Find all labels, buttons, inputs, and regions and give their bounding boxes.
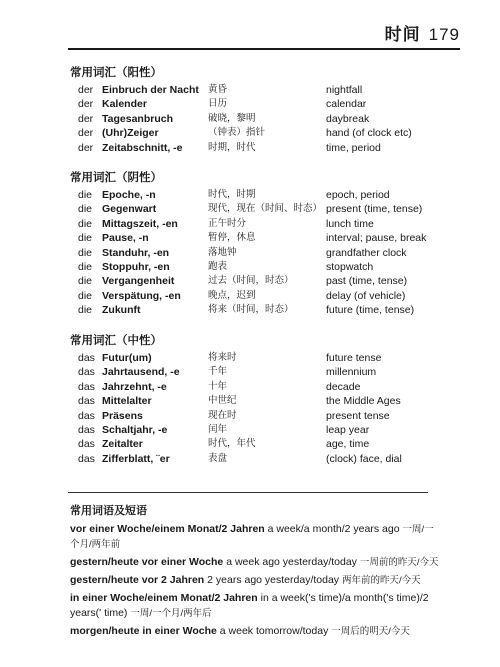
german-word: Jahrtausend, -e [102, 366, 180, 379]
article: die [78, 189, 93, 201]
phrase-item [70, 624, 440, 639]
article: der [78, 112, 94, 125]
german-word: Zeitabschnitt, -e [102, 141, 183, 154]
article: der [78, 141, 94, 154]
german-word: Vergangenheit [102, 275, 175, 288]
chinese-gloss: 晚点，迟到 [208, 289, 256, 301]
phrases-section [70, 500, 440, 642]
article: die [78, 232, 93, 245]
vocab-row [70, 274, 460, 288]
english-gloss: nightfall [326, 84, 363, 96]
article: der [78, 84, 94, 96]
english-gloss: future (time, tense) [326, 304, 415, 317]
article: das [78, 452, 95, 465]
phrases-title: 常用词语及短语 [70, 505, 147, 517]
phrase-item [70, 573, 440, 588]
vocab-row [70, 303, 460, 317]
german-word: Stoppuhr, -en [102, 260, 170, 273]
chinese-gloss: 现在时 [208, 409, 237, 421]
german-word: Präsens [102, 409, 143, 422]
phrase-chinese: 一周/一个月/两年后 [130, 608, 212, 619]
phrase-english: 2 years ago yesterday/today [207, 574, 340, 586]
english-gloss: epoch, period [326, 189, 390, 201]
english-gloss: lunch time [326, 217, 374, 230]
english-gloss: daybreak [326, 112, 370, 125]
english-gloss: stopwatch [326, 260, 374, 273]
german-word: Schaltjahr, -e [102, 423, 168, 436]
article: das [78, 380, 95, 393]
vocab-row [70, 380, 460, 394]
vocab-row [70, 188, 460, 202]
phrase-item [70, 591, 440, 621]
chinese-gloss: （钟表）指针 [208, 127, 266, 139]
chinese-gloss: 日历 [208, 98, 228, 110]
chinese-gloss: 正午时分 [208, 217, 247, 229]
vocab-row [70, 394, 460, 408]
article: die [78, 203, 93, 216]
vocab-list [70, 351, 460, 466]
article: das [78, 423, 95, 436]
vocab-row [70, 351, 460, 365]
phrase-english: a week/a month/2 years ago [267, 523, 400, 535]
article: das [78, 395, 95, 408]
phrase-chinese: 一周后的明天/今天 [331, 626, 410, 637]
chinese-gloss: 千年 [208, 366, 228, 378]
german-word: Zifferblatt, ¨er [102, 452, 170, 465]
vocab-row [70, 289, 460, 303]
phrase-english: a week tomorrow/today [219, 625, 329, 637]
article: die [78, 275, 93, 288]
english-gloss: calendar [326, 98, 367, 111]
chinese-gloss: 跑表 [208, 260, 228, 272]
german-word: Mittagszeit, -en [102, 217, 178, 230]
vocab-row [70, 231, 460, 245]
vocab-row [70, 365, 460, 379]
english-gloss: millennium [326, 366, 377, 379]
chinese-gloss: 现代，现在（时间、时态） [208, 203, 323, 215]
article: die [78, 217, 93, 230]
chinese-gloss: 时期，时代 [208, 141, 256, 153]
german-word: Gegenwart [102, 203, 157, 216]
article: die [78, 246, 93, 259]
section-title: 常用词汇（中性） [70, 335, 162, 347]
english-gloss: the Middle Ages [326, 395, 401, 408]
article: die [78, 260, 93, 273]
english-gloss: present tense [326, 409, 390, 422]
phrase-item [70, 522, 440, 552]
vocab-row [70, 83, 460, 97]
vocab-row [70, 260, 460, 274]
chinese-gloss: 破晓，黎明 [208, 112, 256, 124]
vocab-list [70, 83, 460, 155]
english-gloss: future tense [326, 352, 382, 364]
phrase-english: a week ago yesterday/today [226, 556, 357, 568]
page-number: 179 [428, 25, 460, 44]
english-gloss: grandfather clock [326, 246, 407, 259]
phrase-chinese: 一周/一个月/两年前 [70, 524, 434, 550]
german-word: Verspätung, -en [102, 289, 181, 302]
vocab-row [70, 97, 460, 111]
running-header [385, 20, 460, 45]
german-word: Mittelalter [102, 395, 152, 408]
german-word: Jahrzehnt, -e [102, 380, 167, 393]
vocab-row [70, 437, 460, 451]
article: die [78, 289, 93, 302]
english-gloss: interval; pause, break [326, 232, 427, 245]
vocab-row [70, 423, 460, 437]
phrase-german: gestern/heute vor einer Woche [70, 556, 224, 568]
section-title: 常用词汇（阴性） [70, 172, 162, 184]
chinese-gloss: 中世纪 [208, 395, 237, 407]
vocab-row [70, 141, 460, 155]
german-word: Futur(um) [102, 352, 152, 364]
phrase-german: vor einer Woche/einem Monat/2 Jahren [70, 523, 265, 535]
phrase-chinese: 一周前的昨天/今天 [359, 557, 439, 568]
article: der [78, 127, 94, 140]
vocab-section-neuter [70, 331, 460, 466]
section-divider [68, 492, 428, 493]
chinese-gloss: 十年 [208, 380, 228, 392]
article: die [78, 304, 93, 317]
english-gloss: (clock) face, dial [326, 452, 402, 465]
chinese-gloss: 时代，时期 [208, 189, 256, 200]
chinese-gloss: 将来（时间，时态） [208, 304, 294, 316]
article: das [78, 438, 95, 451]
vocab-row [70, 452, 460, 466]
chinese-gloss: 表盘 [208, 452, 228, 464]
english-gloss: age, time [326, 438, 370, 451]
chinese-gloss: 落地钟 [208, 246, 237, 258]
phrase-english: in a week('s time)/a month('s time)/2 years(' time) [70, 592, 429, 619]
english-gloss: present (time, tense) [326, 203, 423, 216]
vocab-section-masculine [70, 63, 460, 155]
german-word: Tagesanbruch [102, 112, 173, 125]
vocab-row [70, 126, 460, 140]
german-word: Zukunft [102, 304, 141, 317]
english-gloss: decade [326, 380, 361, 393]
english-gloss: past (time, tense) [326, 275, 408, 288]
phrase-item [70, 555, 440, 570]
german-word: (Uhr)Zeiger [102, 127, 159, 140]
english-gloss: hand (of clock etc) [326, 127, 412, 140]
phrase-german: gestern/heute vor 2 Jahren [70, 574, 205, 586]
section-name: 时间 [384, 25, 421, 44]
section-title: 常用词汇（阳性） [70, 67, 162, 79]
vocab-row [70, 217, 460, 231]
english-gloss: delay (of vehicle) [326, 289, 406, 302]
phrase-chinese: 两年前的昨天/今天 [341, 575, 421, 586]
german-word: Zeitalter [102, 438, 143, 451]
header-rule [68, 48, 460, 50]
vocab-row [70, 246, 460, 260]
german-word: Pause, -n [102, 232, 149, 245]
vocab-section-feminine [70, 168, 460, 318]
vocab-list [70, 188, 460, 318]
chinese-gloss: 闰年 [208, 423, 228, 435]
article: der [78, 98, 94, 111]
chinese-gloss: 黄昏 [208, 84, 228, 95]
vocab-row [70, 112, 460, 126]
article: das [78, 366, 95, 379]
article: das [78, 409, 95, 422]
chinese-gloss: 将来时 [208, 352, 237, 363]
german-word: Kalender [102, 98, 147, 111]
chinese-gloss: 过去（时间，时态） [208, 275, 294, 287]
phrase-german: morgen/heute in einer Woche [70, 625, 217, 637]
english-gloss: time, period [326, 141, 381, 154]
german-word: Einbruch der Nacht [102, 84, 199, 96]
phrase-german: in einer Woche/einem Monat/2 Jahren [70, 592, 258, 604]
chinese-gloss: 暂停，休息 [208, 232, 256, 244]
chinese-gloss: 时代，年代 [208, 438, 256, 450]
german-word: Standuhr, -en [102, 246, 170, 259]
article: das [78, 352, 95, 364]
vocab-row [70, 409, 460, 423]
english-gloss: leap year [326, 423, 370, 436]
vocab-row [70, 202, 460, 216]
german-word: Epoche, -n [102, 189, 156, 201]
